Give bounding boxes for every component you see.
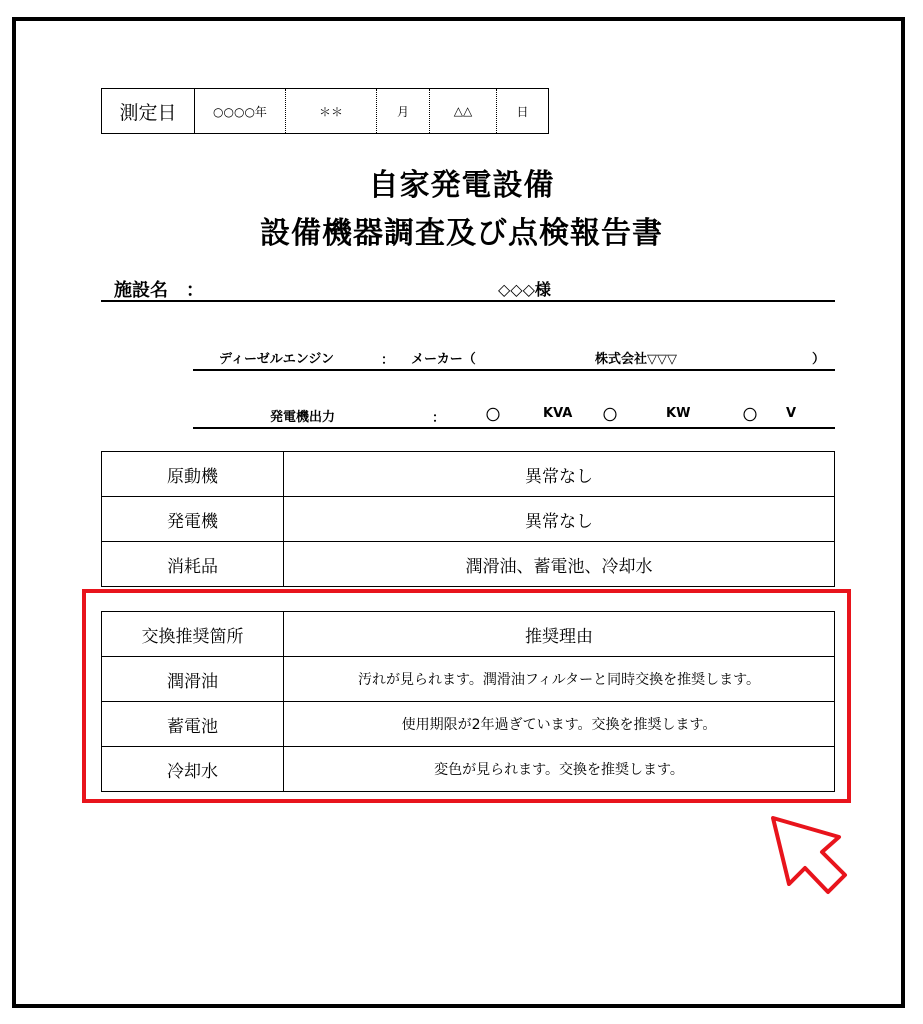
replace-item: 冷却水 [102,747,284,792]
date-label: 測定日 [102,89,195,133]
maker-close-paren: ） [812,352,826,367]
facility-label: 施設名 ： [114,280,204,301]
status-value: 潤滑油、蓄電池、冷却水 [284,542,835,587]
header-item: 交換推奨箇所 [102,612,284,657]
replace-reason: 汚れが見られます。潤滑油フィルターと同時交換を推奨します。 [284,657,835,702]
report-title-line1: 自家発電設備 [368,168,555,203]
status-item: 消耗品 [102,542,284,587]
replace-reason: 使用期限が2年過ぎています。交換を推奨します。 [284,702,835,747]
table-row [102,452,835,497]
pointer-arrow-icon [765,810,855,900]
output-underline [193,427,835,429]
output-kw-value: 〇 [603,408,617,424]
header-reason: 推奨理由 [284,612,835,657]
replace-reason: 変色が見られます。交換を推奨します。 [284,747,835,792]
status-value: 異常なし [284,452,835,497]
replace-item: 蓄電池 [102,702,284,747]
highlight-box [82,589,851,803]
measurement-date-table [101,88,549,134]
output-v-unit: V [786,406,797,421]
status-table [101,451,835,587]
output-kva-unit: KVA [543,406,573,421]
date-year: ○○○○年 [213,104,267,119]
engine-colon: ： [381,353,395,368]
output-v-value: 〇 [743,408,757,424]
date-month-unit: 月 [376,89,429,133]
output-kva-value: 〇 [486,408,500,424]
maker-value: 株式会社▽▽▽ [595,352,677,367]
facility-underline [101,300,835,302]
table-row [102,497,835,542]
table-row [102,542,835,587]
date-day-value: △△ [429,89,496,133]
date-month-value: ＊＊ [285,89,376,133]
engine-label: ディーゼルエンジン [219,352,335,367]
maker-label: メーカー（ [411,352,476,367]
status-value: 異常なし [284,497,835,542]
report-title-line2: 設備機器調査及び点検報告書 [260,216,663,251]
date-day-unit: 日 [496,89,548,133]
status-item: 原動機 [102,452,284,497]
engine-underline [193,369,835,371]
output-kw-unit: KW [666,406,691,421]
facility-value: ◇◇◇様 [498,280,551,299]
output-label: 発電機出力 [270,410,336,425]
output-colon: ： [432,411,446,426]
status-item: 発電機 [102,497,284,542]
replace-item: 潤滑油 [102,657,284,702]
